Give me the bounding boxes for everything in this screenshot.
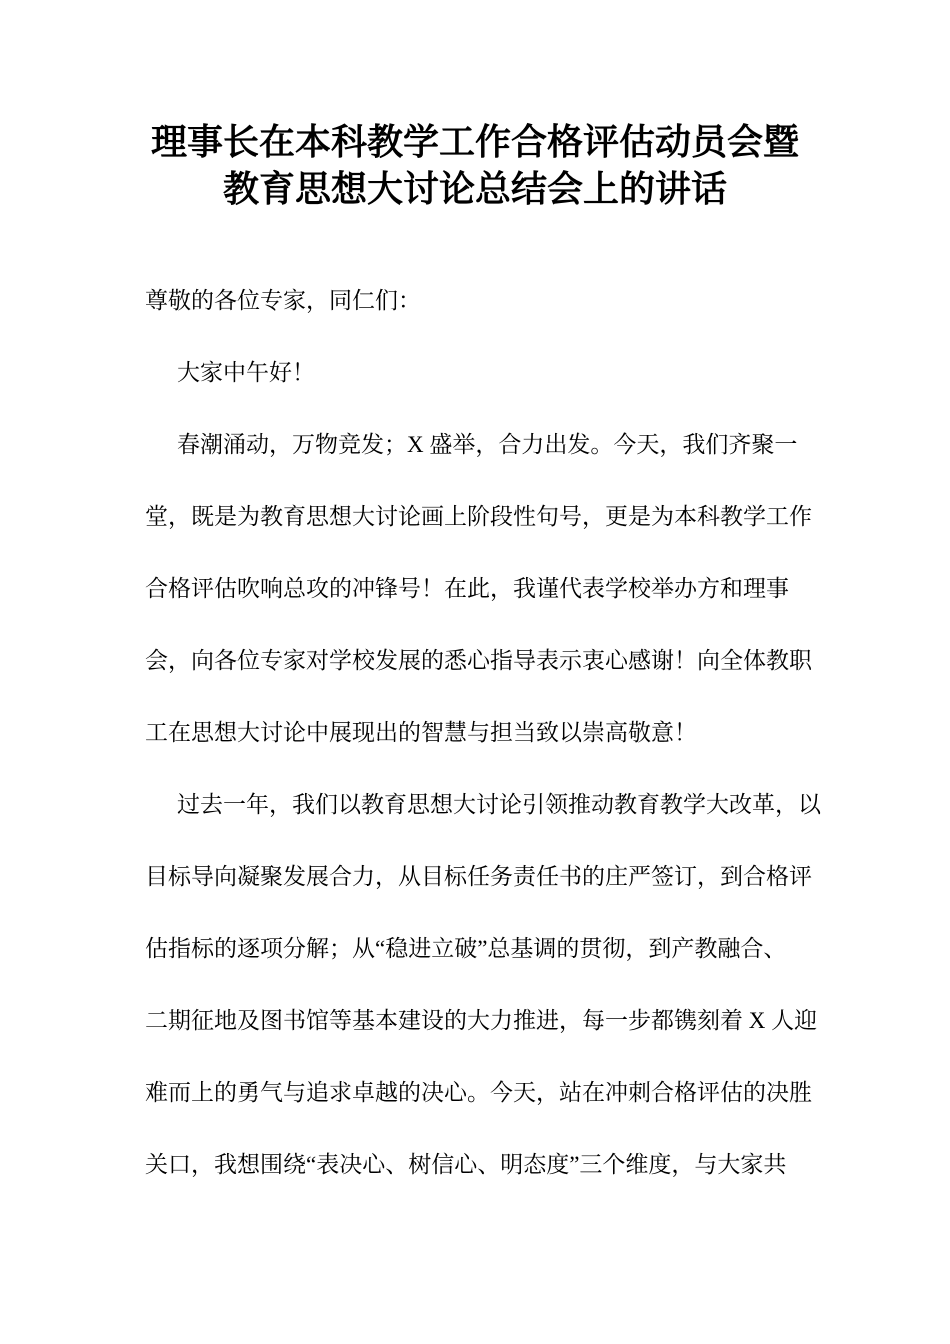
paragraph-3-line-3: 合格评估吹响总攻的冲锋号！在此，我谨代表学校举办方和理事	[145, 576, 789, 601]
paragraph-4-line-1: 过去一年，我们以教育思想大讨论引领推动教育教学大改革，以	[177, 792, 821, 817]
title-line-2: 教育思想大讨论总结会上的讲话	[222, 169, 727, 209]
paragraph-3-line-4: 会，向各位专家对学校发展的悉心指导表示衷心感谢！向全体教职	[145, 648, 812, 673]
paragraph-4-line-4: 二期征地及图书馆等基本建设的大力推进，每一步都镌刻着 X 人迎	[145, 1008, 818, 1033]
paragraph-4-line-6: 关口，我想围绕“表决心、树信心、明态度”三个维度，与大家共	[145, 1152, 787, 1177]
paragraph-1-line-1: 尊敬的各位专家，同仁们：	[145, 288, 421, 313]
paragraph-2-line-1: 大家中午好！	[177, 360, 315, 385]
paragraph-4-line-5: 难而上的勇气与追求卓越的决心。今天，站在冲刺合格评估的决胜	[145, 1080, 812, 1105]
document-body	[145, 265, 821, 1201]
paragraph-3-line-2: 堂，既是为教育思想大讨论画上阶段性句号，更是为本科教学工作	[145, 504, 812, 529]
document-title	[0, 0, 950, 213]
paragraph-3-line-5: 工在思想大讨论中展现出的智慧与担当致以崇高敬意！	[145, 720, 697, 745]
paragraph-4-line-3: 估指标的逐项分解；从“稳进立破”总基调的贯彻，到产教融合、	[145, 936, 787, 961]
title-line-1: 理事长在本科教学工作合格评估动员会暨	[150, 122, 799, 162]
paragraph-3-line-1: 春潮涌动，万物竞发；X 盛举，合力出发。今天，我们齐聚一	[177, 432, 798, 457]
paragraph-4-line-2: 目标导向凝聚发展合力，从目标任务责任书的庄严签订，到合格评	[145, 864, 812, 889]
